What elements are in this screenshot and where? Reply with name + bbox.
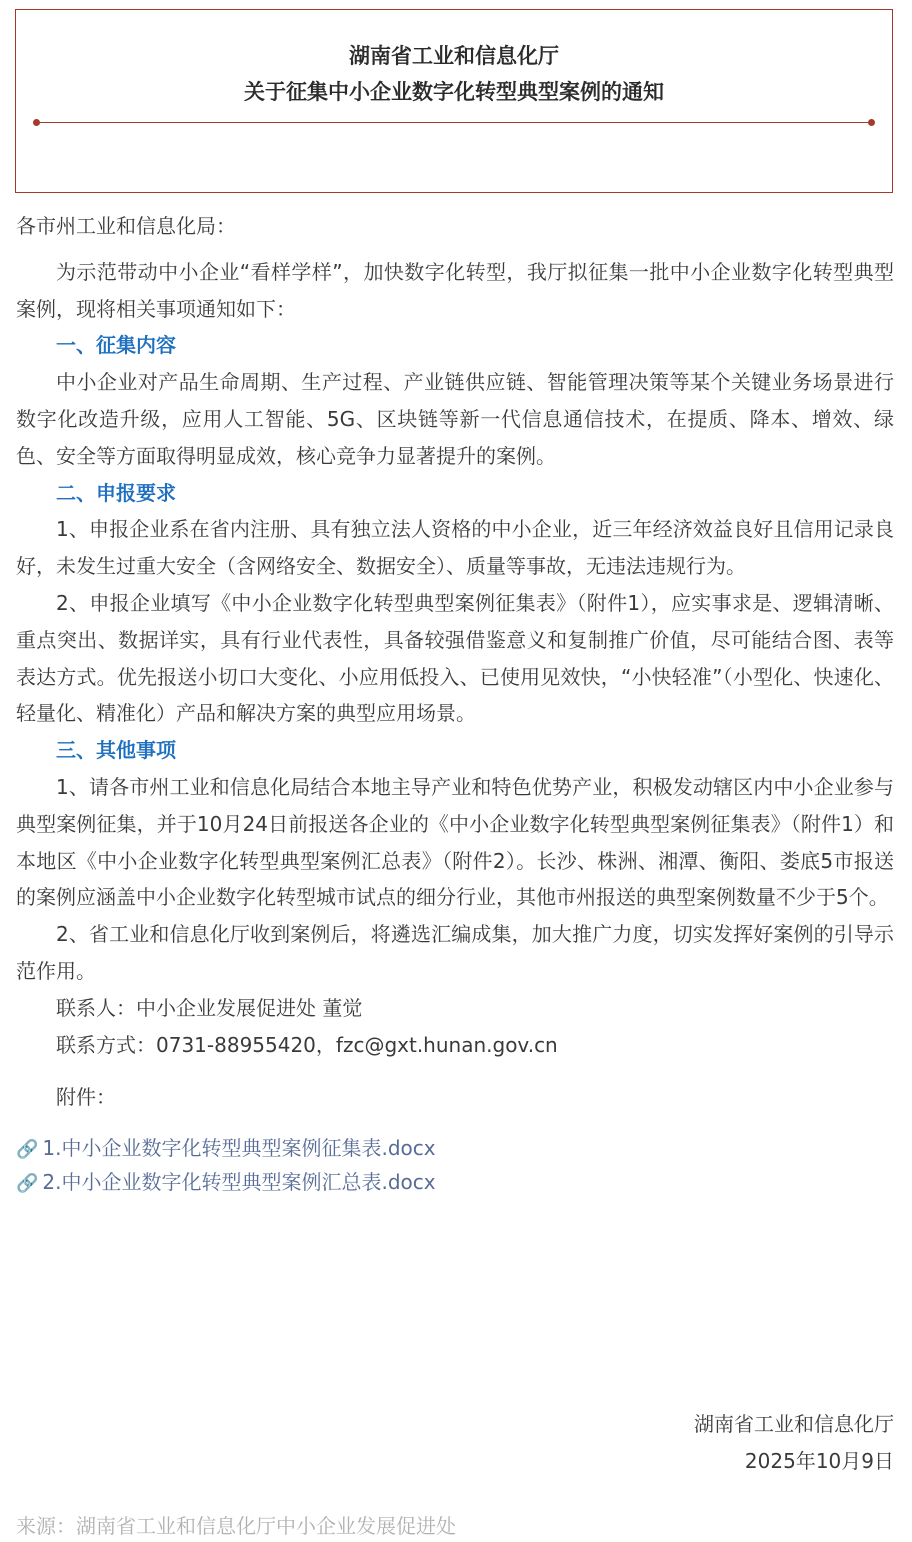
- attachment-link-1[interactable]: [16, 1132, 894, 1166]
- section-3-paragraph-1: 1、请各市州工业和信息化局结合本地主导产业和特色优势产业，积极发动辖区内中小企业参与典型案例征集，并于10月24日前报送各企业的《中小企业数字化转型典型案例征集表》（附件1）和本地区《中小企业数字化转型典型案例汇总表》（附件2）。长沙、株洲、湘潭、衡阳、娄底5市报送的案例应涵盖中小企业数字化转型城市试点的细分行业，其他市州报送的典型案例数量不少于5个。: [16, 774, 894, 910]
- signature-org: 湖南省工业和信息化厅: [694, 1412, 894, 1436]
- notice-body: [16, 208, 894, 1200]
- section-heading-1: 一、征集内容: [56, 333, 176, 358]
- section-2-paragraph-1: 1、申报企业系在省内注册、具有独立法人资格的中小企业，近三年经济效益良好且信用记录良好，未发生过重大安全（含网络安全、数据安全）、质量等事故，无违法违规行为。: [16, 517, 894, 579]
- issuer-title: 湖南省工业和信息化厅: [349, 44, 559, 68]
- spacer: [16, 1116, 894, 1132]
- notice-title: 关于征集中小企业数字化转型典型案例的通知: [244, 80, 664, 104]
- divider-dot-right: [868, 119, 875, 126]
- link-icon: 🔗: [16, 1139, 39, 1161]
- section-3-paragraph-2: 2、省工业和信息化厅收到案例后，将遴选汇编成集，加大推广力度，切实发挥好案例的引导示范作用。: [16, 922, 894, 983]
- section-heading-3: 三、其他事项: [56, 738, 176, 763]
- section-2-paragraph-2: 2、申报企业填写《中小企业数字化转型典型案例征集表》（附件1），应实事求是、逻辑清晰、重点突出、数据详实，具有行业代表性，具备较强借鉴意义和复制推广价值，尽可能结合图、表等表达方式。优先报送小切口大变化、小应用低投入、已使用见效快，“小快轻准”（小型化、快速化、轻量化、精准化）产品和解决方案的典型应用场景。: [16, 590, 894, 726]
- signature-date: 2025年10月9日: [744, 1449, 894, 1473]
- notice-header-box: [15, 9, 893, 193]
- header-divider: [36, 122, 872, 123]
- section-heading-2: 二、申报要求: [56, 480, 176, 505]
- salutation: 各市州工业和信息化局：: [16, 214, 236, 238]
- contact-method: 联系方式：0731-88955420，fzc@gxt.hunan.gov.cn: [56, 1032, 558, 1057]
- source-note: 来源：湖南省工业和信息化厅中小企业发展促进处: [16, 1514, 456, 1538]
- attachments-label: 附件：: [56, 1085, 116, 1110]
- intro-paragraph: 为示范带动中小企业“看样学样”，加快数字化转型，我厅拟征集一批中小企业数字化转型典型案例，现将相关事项通知如下：: [16, 259, 894, 321]
- section-1-paragraph-1: 中小企业对产品生命周期、生产过程、产业链供应链、智能管理决策等某个关键业务场景进行数字化改造升级，应用人工智能、5G、区块链等新一代信息通信技术，在提质、降本、增效、绿色、安全等方面取得明显成效，核心竞争力显著提升的案例。: [16, 370, 894, 468]
- contact-person: 联系人：中小企业发展促进处 董觉: [56, 995, 363, 1020]
- attachment-file-1[interactable]: 1.中小企业数字化转型典型案例征集表.docx: [42, 1136, 436, 1161]
- attachment-link-2[interactable]: [16, 1166, 894, 1200]
- link-icon: 🔗: [16, 1173, 39, 1195]
- divider-dot-left: [33, 119, 40, 126]
- spacer: [16, 1063, 894, 1079]
- attachment-file-2[interactable]: 2.中小企业数字化转型典型案例汇总表.docx: [42, 1170, 436, 1195]
